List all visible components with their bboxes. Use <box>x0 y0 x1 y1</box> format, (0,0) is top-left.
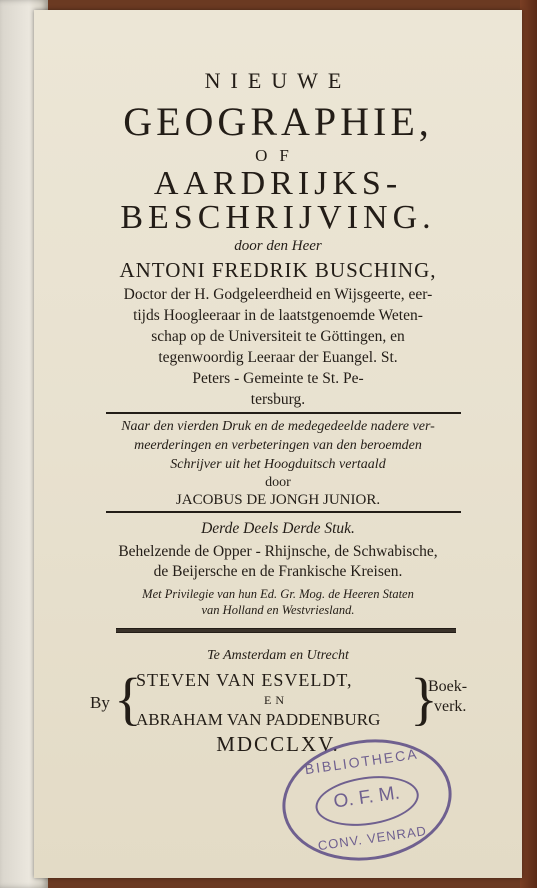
title-line-3: OF <box>255 146 301 165</box>
title-line-4: AARDRIJKS- <box>153 165 403 202</box>
author-desc-5: Peters - Gemeinte te St. Pe- <box>192 370 364 387</box>
contents-2: de Beijersche en de Frankische Kreisen. <box>153 563 403 580</box>
title-line-1: NIEUWE <box>204 68 352 93</box>
stamp-center-text: O. F. M. <box>332 782 402 813</box>
privilege-1: Met Privilegie van hun Ed. Gr. Mog. de Heeren Staten <box>142 587 414 601</box>
year-line: MDCCLXV. <box>216 732 340 756</box>
translation-note-3: Schrijver uit het Hoogduitsch vertaald <box>170 457 386 472</box>
title-line-5: BESCHRIJVING. <box>120 199 436 236</box>
author-desc-4: tegenwoordig Leeraar der Euangel. St. <box>158 349 398 366</box>
imprint-by: By <box>90 693 110 712</box>
author-name: ANTONI FREDRIK BUSCHING, <box>119 258 437 282</box>
book-cover-edge <box>520 0 537 888</box>
stamp-top-text: BIBLIOTHECA <box>303 745 420 778</box>
translation-note-4: door <box>265 475 291 490</box>
privilege-2: van Holland en Westvriesland. <box>201 603 355 617</box>
publisher-1: STEVEN VAN ESVELDT, <box>136 670 353 690</box>
boek-label: Boek- <box>428 678 468 695</box>
volume-label: Derde Deels Derde Stuk. <box>201 520 355 537</box>
translation-note-2: meerderingen en verbeteringen van den beroemden <box>134 438 422 453</box>
right-brace-icon: } <box>410 666 438 731</box>
author-desc-3: schap op de Universiteit te Göttingen, en <box>151 328 405 345</box>
thick-divider <box>116 628 456 633</box>
translator-name: JACOBUS DE JONGH JUNIOR. <box>175 492 381 508</box>
by-line: door den Heer <box>234 238 322 254</box>
author-desc-1: Doctor der H. Godgeleerdheid en Wijsgeerte, eer- <box>123 286 433 303</box>
author-desc-6: tersburg. <box>250 391 306 408</box>
publisher-2: ABRAHAM VAN PADDENBURG <box>136 710 381 729</box>
stamp-bottom-text: CONV. VENRAD <box>316 823 428 854</box>
imprint-en: EN <box>264 693 288 707</box>
divider-1 <box>106 412 461 414</box>
title-line-2: GEOGRAPHIE, <box>123 99 433 144</box>
verk-label: verk. <box>434 698 467 715</box>
title-page <box>34 10 522 878</box>
left-brace-icon: { <box>114 666 142 731</box>
place-line: Te Amsterdam en Utrecht <box>207 648 349 663</box>
author-desc-2: tijds Hoogleeraar in de laatstgenoemde Weten- <box>133 307 423 324</box>
contents-1: Behelzende de Opper - Rhijnsche, de Schwabische, <box>118 543 438 560</box>
translation-note-1: Naar den vierden Druk en de medegedeelde nadere ver- <box>121 419 435 434</box>
divider-2 <box>106 511 461 513</box>
